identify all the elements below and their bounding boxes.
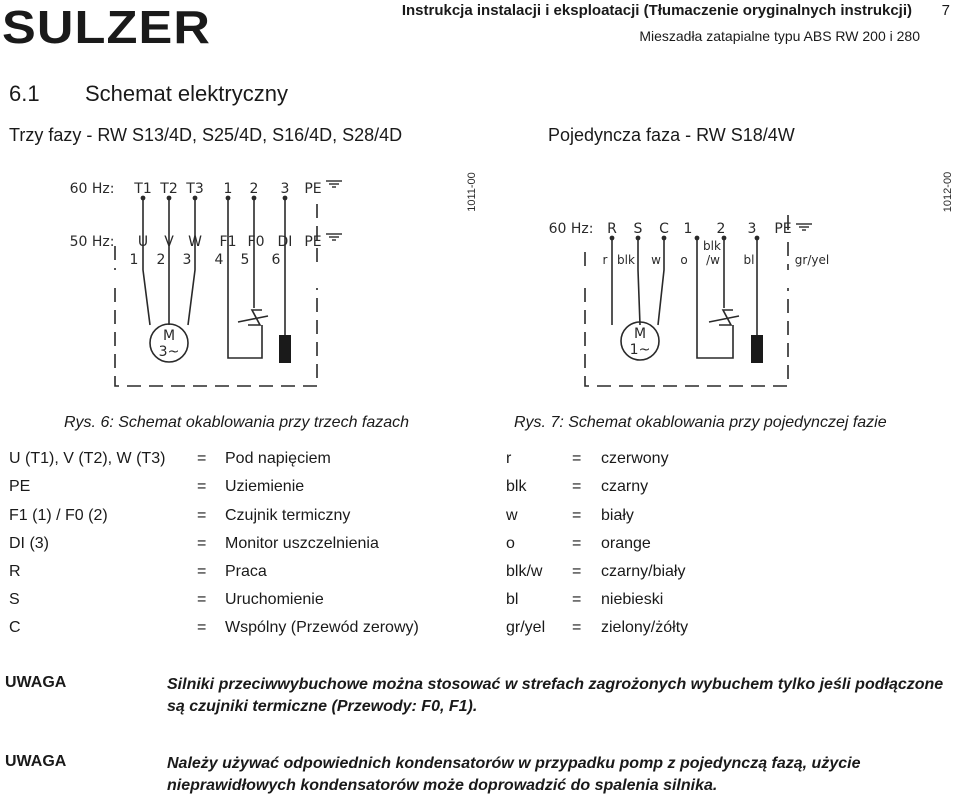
d3-row50-label: 50 Hz:	[69, 234, 115, 250]
d3-term-pe: PE	[304, 181, 322, 197]
d1-term-3: 3	[747, 221, 757, 237]
legend-key: S	[9, 591, 20, 608]
figure-caption-3phase: Rys. 6: Schemat okablowania przy trzech fazach	[64, 414, 410, 431]
legend-key: R	[9, 563, 21, 580]
d1-row60-label: 60 Hz:	[548, 221, 594, 237]
d1-wire-w2: /w	[706, 253, 720, 267]
d3-motor-label: M	[162, 328, 176, 344]
d1-wire-blk: blk	[617, 253, 635, 267]
legend-key: F1 (1) / F0 (2)	[9, 507, 108, 524]
legend-value: Pod napięciem	[225, 450, 331, 467]
legend-value: zielony/żółty	[601, 619, 689, 636]
d3-term-1: 1	[223, 181, 233, 197]
d3-row60-label: 60 Hz:	[69, 181, 115, 197]
document-title: Instrukcja instalacji i eksploatacji (Tłumaczenie oryginalnych instrukcji)	[401, 2, 912, 19]
legend-key: U (T1), V (T2), W (T3)	[9, 450, 166, 467]
legend-eq: =	[197, 591, 207, 608]
note-text: Należy używać odpowiednich kondensatorów w przypadku pomp z pojedynczą fazą, użycie nieprawidłowych kondensatorów może doprowadzić do spalenia silnika.	[167, 755, 861, 794]
figure-caption-1phase: Rys. 7: Schemat okablowania przy pojedynczej fazie	[514, 414, 887, 431]
d1-motor-sub: 1~	[629, 342, 651, 358]
legend-key: bl	[506, 591, 519, 608]
legend-value: orange	[601, 535, 651, 552]
legend-eq: =	[197, 478, 207, 495]
legend-value: Wspólny (Przewód zerowy)	[225, 619, 419, 636]
legend-value: niebieski	[601, 591, 664, 608]
d3-term-u: U	[137, 234, 149, 250]
d3-code: 1011-00	[466, 172, 478, 212]
seal-sensor-block-1ph	[751, 335, 763, 363]
legend-eq: =	[572, 507, 582, 524]
document-subtitle: Mieszadła zatapialne typu ABS RW 200 i 280	[639, 28, 920, 44]
d1-term-pe: PE	[774, 221, 792, 237]
legend-value: Praca	[225, 563, 267, 580]
d1-term-r: R	[607, 221, 617, 237]
d1-wire-gryel: gr/yel	[794, 253, 830, 267]
d3-term-t2: T2	[160, 181, 178, 197]
legend-key: r	[506, 450, 512, 467]
legend-eq: =	[197, 507, 207, 524]
d1-code: 1012-00	[942, 171, 954, 213]
legend-key: blk/w	[506, 563, 543, 580]
legend-eq: =	[572, 591, 582, 608]
legend-eq: =	[197, 563, 207, 580]
section-title: Schemat elektryczny	[85, 81, 288, 106]
legend-eq: =	[197, 450, 207, 467]
legend-key: PE	[9, 478, 31, 495]
d3-term-di: DI	[277, 234, 293, 250]
d3-num-6: 6	[271, 252, 281, 268]
d3-num-2: 2	[156, 252, 166, 268]
d3-term-3: 3	[280, 181, 290, 197]
sulzer-logo: SULZER	[2, 1, 211, 53]
page-number: 7	[941, 2, 950, 19]
d3-term-t1: T1	[134, 181, 152, 197]
three-phase-heading: Trzy fazy - RW S13/4D, S25/4D, S16/4D, S28/4D	[9, 125, 403, 145]
legend-key: w	[506, 507, 518, 524]
legend-value: Monitor uszczelnienia	[225, 535, 379, 552]
d1-term-c: C	[659, 221, 669, 237]
d1-term-2: 2	[716, 221, 726, 237]
section-heading	[9, 81, 288, 107]
legend-eq: =	[572, 563, 582, 580]
legend-eq: =	[572, 535, 582, 552]
d3-num-1: 1	[129, 252, 139, 268]
seal-sensor-block	[279, 335, 291, 363]
d1-wire-r: r	[602, 253, 608, 267]
d3-term-2: 2	[249, 181, 259, 197]
d3-term-w: W	[188, 234, 202, 250]
d3-term-v: V	[164, 234, 174, 250]
d1-wire-blk2: blk	[703, 239, 721, 253]
note-label: UWAGA	[5, 753, 67, 770]
single-phase-heading: Pojedyncza faza - RW S18/4W	[548, 125, 795, 145]
legend-key: C	[9, 619, 21, 636]
legend-value: Uziemienie	[225, 478, 305, 495]
section-number: 6.1	[9, 81, 40, 106]
legend-eq: =	[572, 450, 582, 467]
d1-term-s: S	[633, 221, 643, 237]
legend-eq: =	[197, 619, 207, 636]
legend-eq: =	[572, 478, 582, 495]
note-text: Silniki przeciwwybuchowe można stosować w strefach zagrożonych wybuchem tylko jeśli podłączone są czujniki termiczne (Przewody: F0, F1).	[167, 676, 944, 715]
legend-eq: =	[572, 619, 582, 636]
d3-term-pe50: PE	[304, 234, 322, 250]
legend-value: czarny/biały	[601, 563, 686, 580]
d3-num-3: 3	[182, 252, 192, 268]
d3-num-4: 4	[214, 252, 224, 268]
d1-term-1: 1	[683, 221, 693, 237]
d1-motor-label: M	[633, 326, 647, 342]
d3-num-5: 5	[240, 252, 250, 268]
note-label: UWAGA	[5, 674, 67, 691]
d3-motor-sub: 3~	[158, 344, 180, 360]
legend-value: czarny	[601, 478, 649, 495]
legend-eq: =	[197, 535, 207, 552]
d1-wire-o: o	[680, 253, 688, 267]
legend-value: czerwony	[601, 450, 669, 467]
d1-wire-bl: bl	[743, 253, 755, 267]
legend-value: Uruchomienie	[225, 591, 324, 608]
d3-term-t3: T3	[186, 181, 204, 197]
legend-value: biały	[601, 507, 634, 524]
d3-term-f1: F1	[219, 234, 237, 250]
legend-value: Czujnik termiczny	[225, 507, 351, 524]
legend-key: DI (3)	[9, 535, 49, 552]
d3-term-f0: F0	[247, 234, 265, 250]
legend-key: gr/yel	[506, 619, 546, 636]
legend-key: blk	[506, 478, 527, 495]
wiring-diagrams	[0, 160, 960, 410]
d1-wire-w: w	[651, 253, 661, 267]
legend-key: o	[506, 535, 515, 552]
